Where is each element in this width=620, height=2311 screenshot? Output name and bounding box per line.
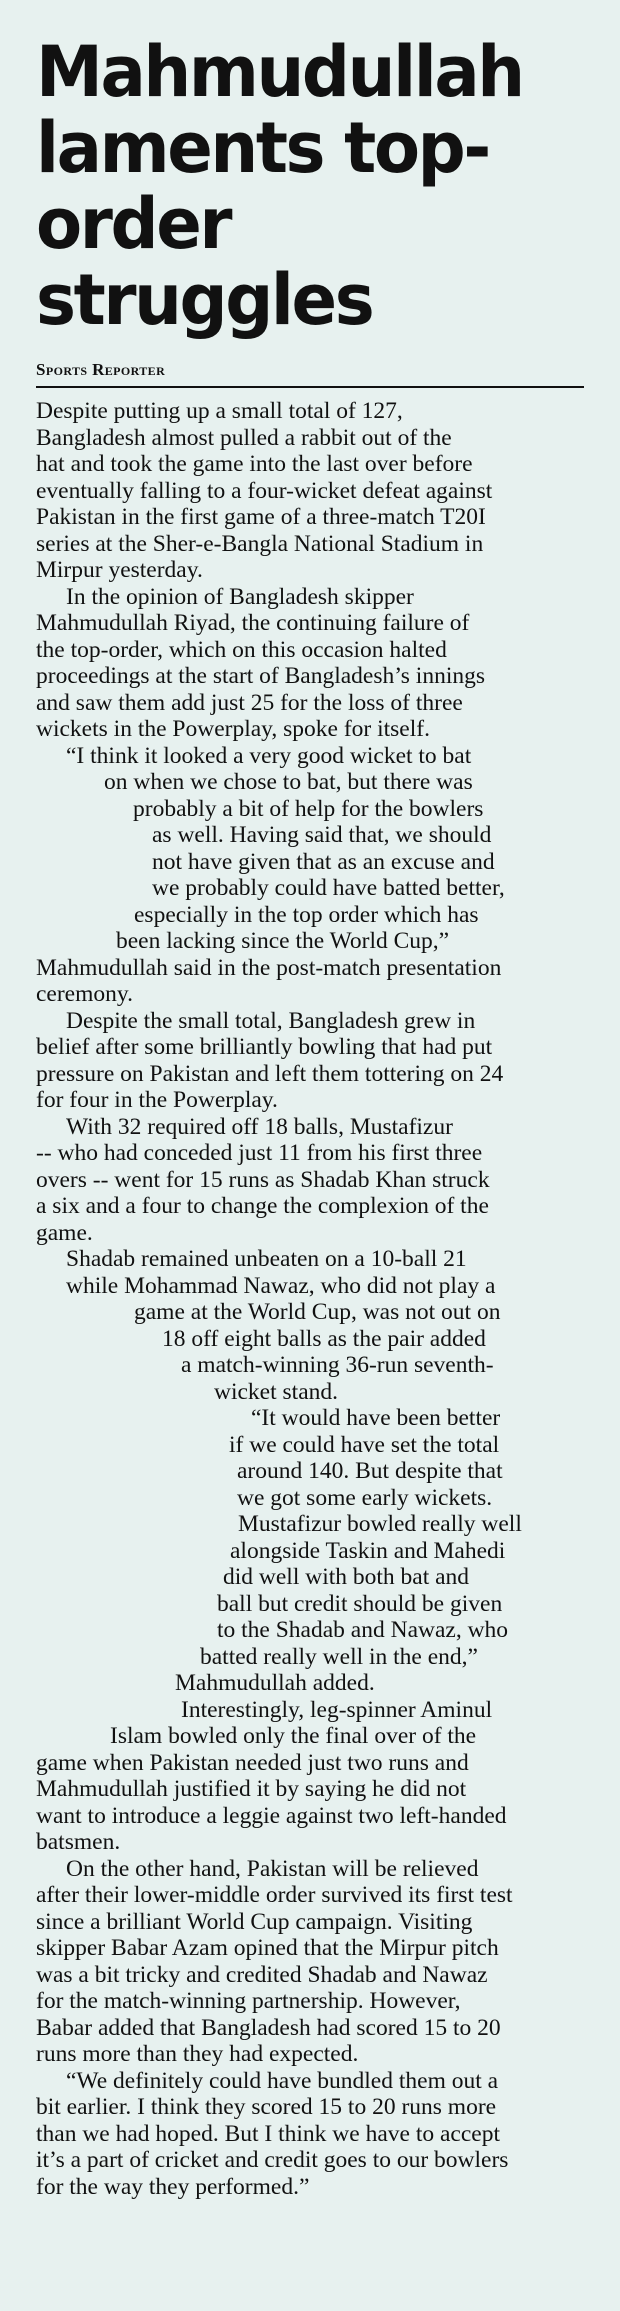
article-line: as well. Having said that, we should — [152, 822, 492, 848]
article-line: Pakistan in the first game of a three-match T20I — [36, 504, 486, 530]
article-line: been lacking since the World Cup,” — [116, 928, 450, 954]
article-line: skipper Babar Azam opined that the Mirpur pitch — [36, 1935, 499, 1961]
article-line: we got some early wickets. — [237, 1484, 493, 1511]
article-line: for four in the Powerplay. — [36, 1087, 278, 1113]
article-line: since a brilliant World Cup campaign. Visiting — [36, 1908, 473, 1935]
article-line: wickets in the Powerplay, spoke for itself. — [36, 716, 430, 742]
article-line: Interestingly, leg-spinner Aminul — [181, 1696, 493, 1723]
article-line: game at the World Cup, was not out on — [134, 1299, 501, 1325]
article-line: for the way they performed.” — [36, 2173, 310, 2200]
article-line: In the opinion of Bangladesh skipper — [66, 583, 414, 610]
article-line: bit earlier. I think they scored 15 to 20 runs more — [36, 2094, 497, 2120]
article-line: on when we chose to bat, but there was — [104, 769, 473, 795]
article-line: game. — [36, 1219, 93, 1246]
article-line: for the match-winning partnership. However, — [36, 1988, 461, 2014]
article-line: around 140. But despite that — [237, 1458, 503, 1484]
article-line: 18 off eight balls as the pair added — [162, 1325, 486, 1352]
article-line: Mirpur yesterday. — [36, 557, 203, 583]
article-line: eventually falling to a four-wicket defeat against — [36, 477, 493, 504]
article-line: especially in the top order which has — [134, 901, 479, 928]
article-line: Babar added that Bangladesh had scored 15 to 20 — [36, 2014, 501, 2041]
article-line: Despite the small total, Bangladesh grew in — [66, 1007, 476, 1034]
article-line: runs more than they had expected. — [36, 2041, 359, 2067]
headline-line: order struggles — [36, 183, 373, 341]
article-line: was a bit tricky and credited Shadab and Nawaz — [36, 1961, 488, 1988]
byline: Sports Reporter — [36, 360, 584, 388]
headline-line: laments top- — [36, 107, 489, 189]
article-line: after their lower-middle order survived its first test — [36, 1882, 513, 1908]
article-line: ball but credit should be given — [217, 1590, 503, 1617]
article-line: overs -- went for 15 runs as Shadab Khan struck — [36, 1166, 490, 1193]
article-line: batsmen. — [36, 1829, 121, 1855]
article-line: -- who had conceded just 11 from his first three — [36, 1140, 483, 1166]
article-line: it’s a part of cricket and credit goes to our bowlers — [36, 2147, 509, 2173]
article-line: if we could have set the total — [229, 1431, 500, 1458]
article-line: proceedings at the start of Bangladesh’s innings — [36, 663, 486, 689]
article-line: a six and a four to change the complexion of the — [36, 1193, 489, 1219]
article-line: “We definitely could have bundled them out a — [66, 2067, 499, 2094]
article-line: a match-winning 36-run seventh- — [181, 1352, 494, 1378]
article-body — [36, 398, 584, 2200]
headline — [36, 31, 583, 341]
article-line: Mahmudullah justified it by saying he did not — [36, 1776, 467, 1802]
article-line: Bangladesh almost pulled a rabbit out of the — [36, 424, 452, 451]
article-line: Despite putting up a small total of 127, — [36, 398, 403, 424]
article-line: Islam bowled only the final over of the — [110, 1723, 477, 1749]
article-line: probably a bit of help for the bowlers — [133, 795, 484, 822]
article-line: “It would have been better — [251, 1405, 501, 1431]
article-line: Mahmudullah Riyad, the continuing failure of — [36, 610, 470, 636]
article-line: want to introduce a leggie against two left-handed — [36, 1802, 507, 1829]
article-line: the top-order, which on this occasion halted — [36, 636, 447, 663]
article-line: while Mohammad Nawaz, who did not play a — [66, 1272, 496, 1299]
article-line: On the other hand, Pakistan will be relieved — [66, 1855, 479, 1882]
article-line: belief after some brilliantly bowling that had put — [36, 1034, 493, 1060]
article-line: ceremony. — [36, 981, 133, 1007]
article-line: hat and took the game into the last over before — [36, 451, 473, 477]
article-line: “I think it looked a very good wicket to bat — [66, 742, 472, 769]
article-line: Shadab remained unbeaten on a 10-ball 21 — [66, 1246, 467, 1272]
article-line: alongside Taskin and Mahedi — [230, 1537, 506, 1564]
article-line: Mahmudullah added. — [175, 1670, 375, 1696]
article-line: Mustafizur bowled really well — [238, 1511, 522, 1537]
article-line: and saw them add just 25 for the loss of three — [36, 689, 463, 716]
article-line: did well with both bat and — [223, 1564, 470, 1590]
article-line: pressure on Pakistan and left them tottering on 24 — [36, 1060, 504, 1087]
headline-line: Mahmudullah — [36, 31, 523, 113]
article-line: to the Shadab and Nawaz, who — [217, 1617, 509, 1643]
article-line: we probably could have batted better, — [152, 875, 505, 901]
article-line: batted really well in the end,” — [200, 1643, 478, 1670]
article-line: not have given that as an excuse and — [152, 848, 495, 875]
article-line: Mahmudullah said in the post-match presentation — [36, 954, 502, 981]
article-line: than we had hoped. But I think we have to accept — [36, 2120, 500, 2147]
article-line: With 32 required off 18 balls, Mustafizur — [66, 1113, 453, 1140]
article-line: series at the Sher-e-Bangla National Stadium in — [36, 530, 484, 557]
article-line: game when Pakistan needed just two runs and — [36, 1749, 469, 1776]
article-line: wicket stand. — [214, 1378, 338, 1405]
